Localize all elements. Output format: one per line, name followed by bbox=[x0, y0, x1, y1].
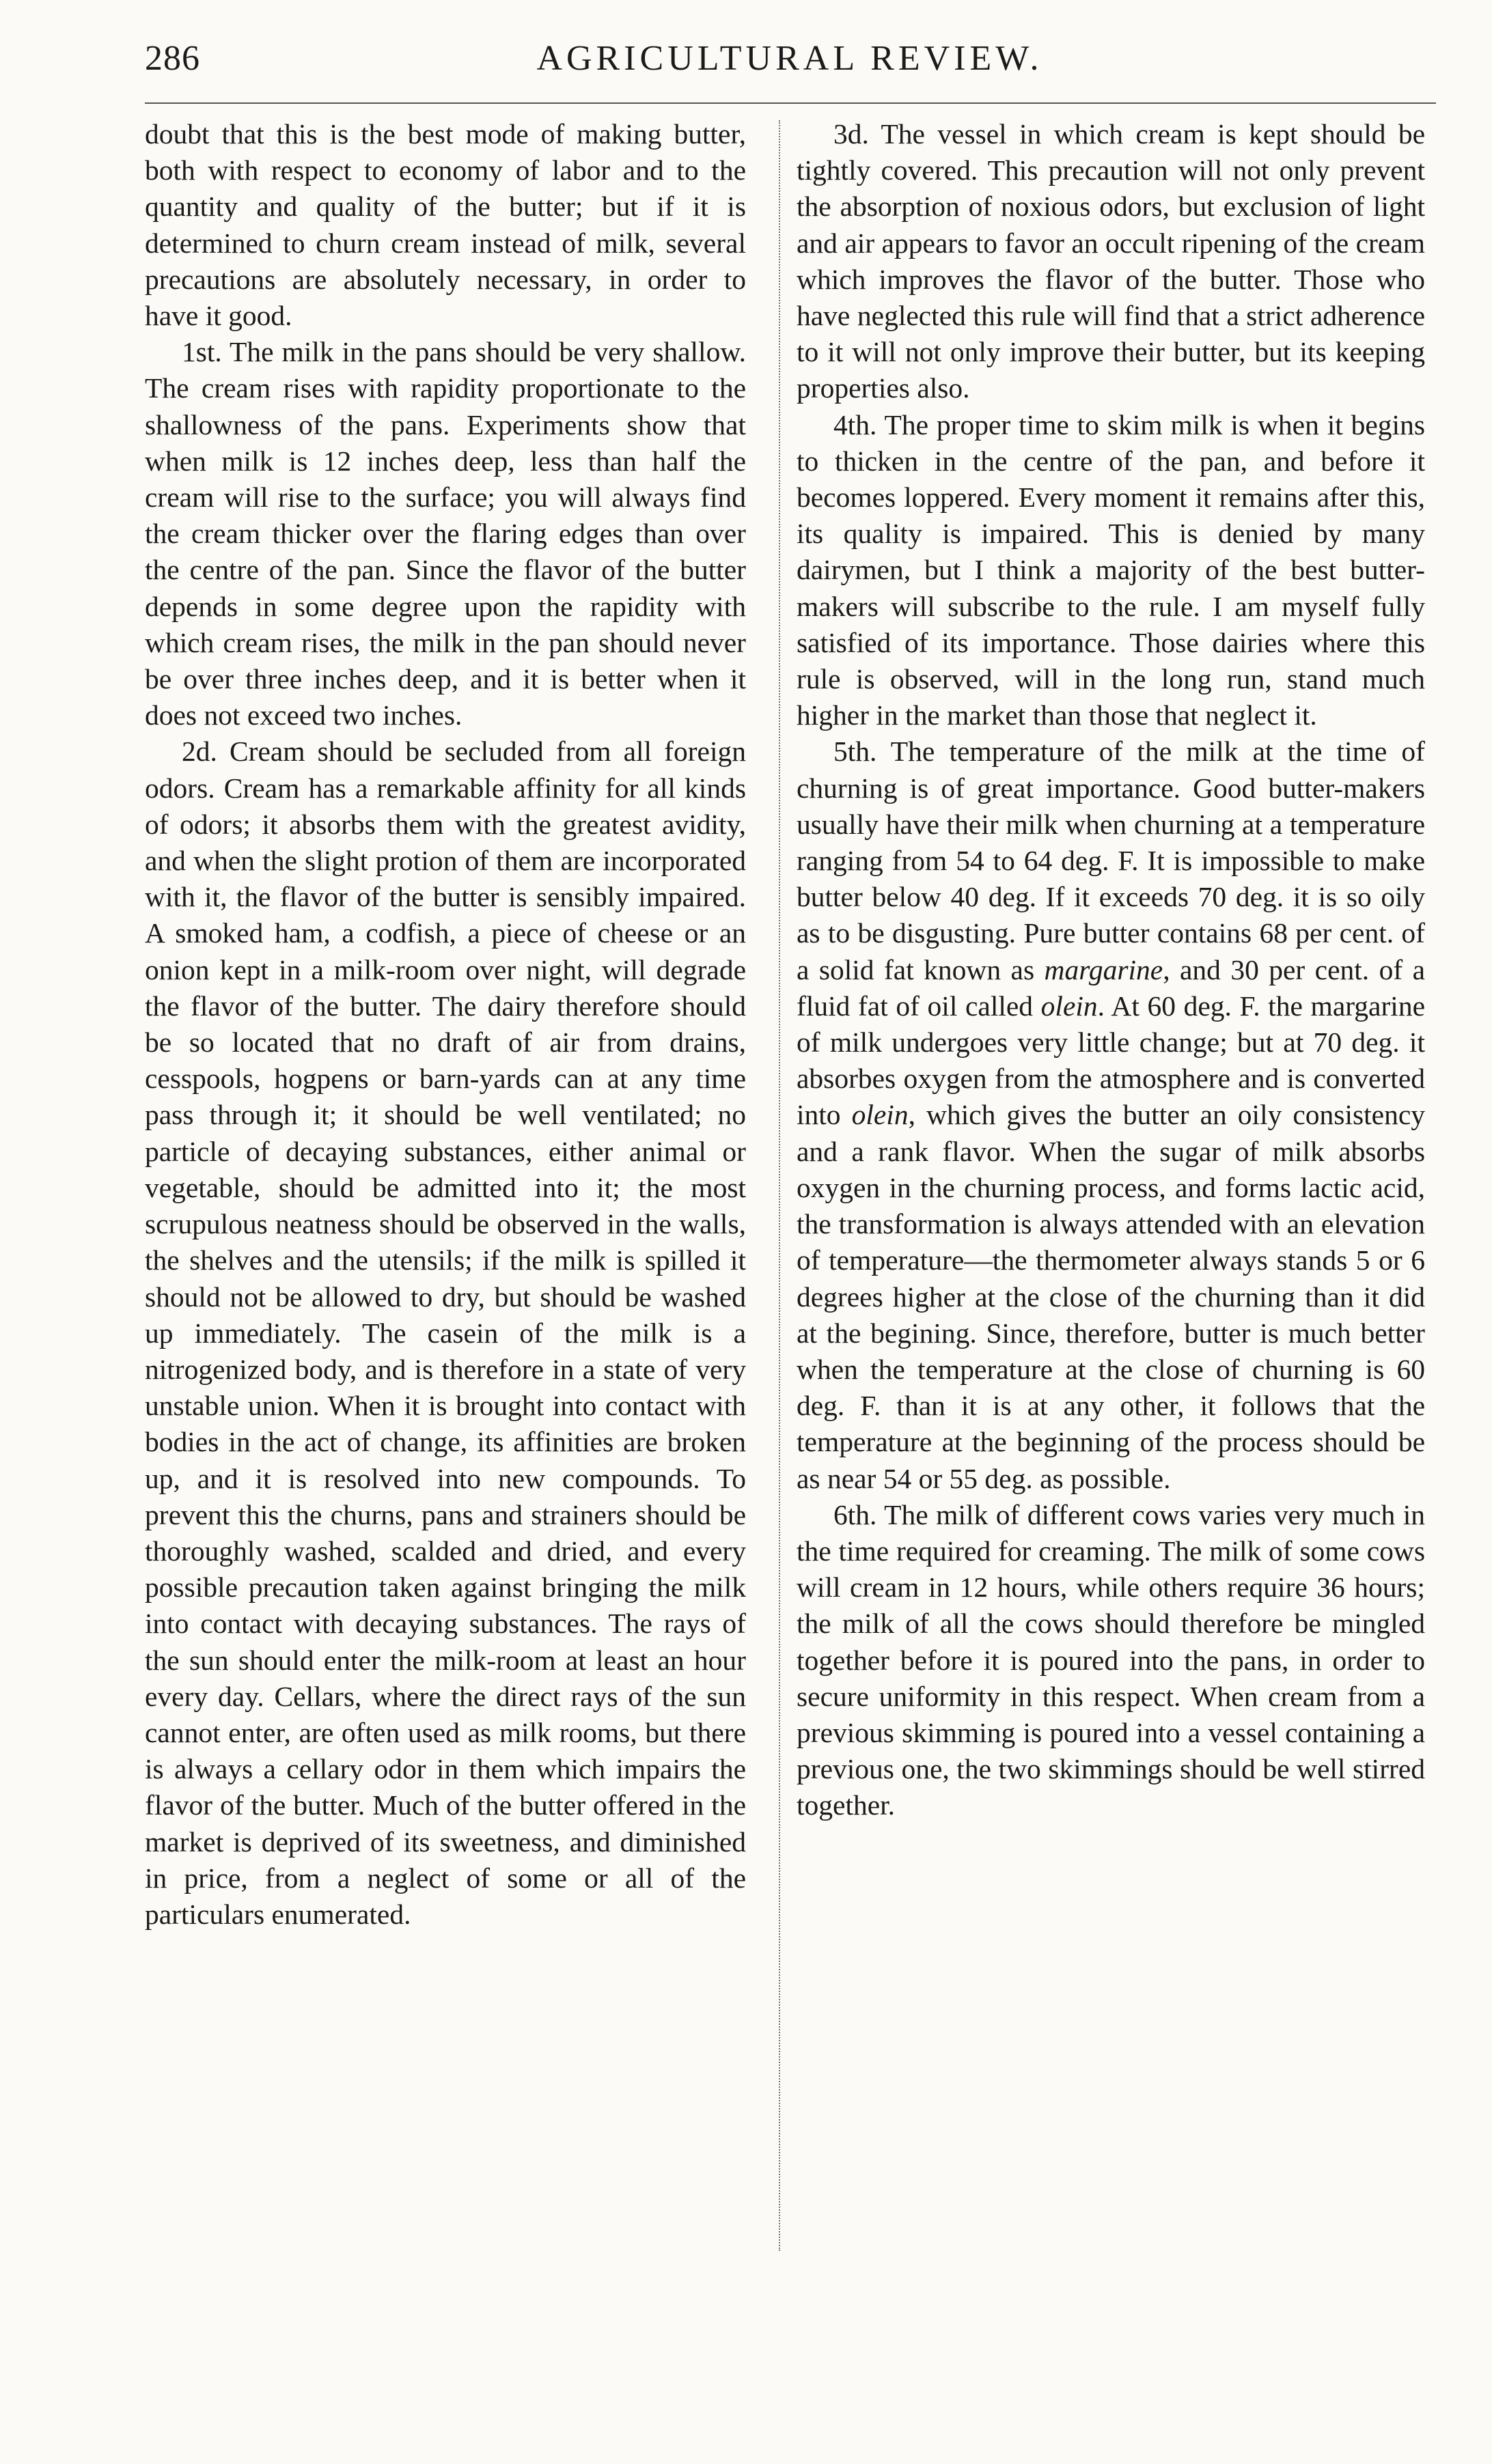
paragraph-sixth-rule: 6th. The milk of different cows varies very much in the time required for creaming. The milk of some cows will cream in 12 hours, while others require 36 hours; the milk of all the cows should therefore be mingled together before it is poured into the pans, in order to secure uniformity in this respect. When cream from a previous skimming is poured into a vessel containing a previous one, the two skimmings should be well stirred together. bbox=[797, 1498, 1425, 1821]
page-number: 286 bbox=[145, 39, 200, 78]
italic-term: olein bbox=[1040, 990, 1098, 1022]
paragraph-third-rule: 3d. The vessel in which cream is kept should be tightly covered. This precaution will not only prevent the absorption of noxious odors, but exclusion of light and air appears to favor an occult ripening of the cream which improves the flavor of the butter. Those who have neglected this rule will find that a strict adherence to it will not only improve their butter, but its keeping properties also. bbox=[797, 118, 1425, 404]
paragraph-fourth-rule: 4th. The proper time to skim milk is when it begins to thicken in the centre of the pan, and before it becomes loppered. Every moment it remains after this, its quality is impaired. This is denied by many dairymen, but I think a majority of the best butter-makers will subscribe to the rule. I am myself fully satisfied of its importance. Those dairies where this rule is observed, will in the long run, stand much higher in the market than those that neglect it. bbox=[797, 408, 1425, 731]
header-rule bbox=[145, 102, 1436, 104]
paragraph-first-rule: 1st. The milk in the pans should be very shallow. The cream rises with rapidity proportionate to the shallowness of the pans. Experiments show that when milk is 12 inches deep, less than half the cream will rise to the surface; you will always find the cream thicker over the flaring edges than over the centre of the pan. Since the flavor of the butter depends in some degree upon the rapidity with which cream rises, the milk in the pan should never be over three inches deep, and it is better when it does not exceed two inches. bbox=[145, 336, 746, 731]
italic-term: olein bbox=[851, 1099, 909, 1131]
right-column bbox=[797, 116, 1425, 1824]
left-column bbox=[145, 116, 746, 1933]
text-segment: , which gives the butter an oily consistency and a rank flavor. When the sugar of milk absorbs oxygen in the churning process, and forms lactic acid, the transformation is always attended with an elevation of temperature—the thermometer always stands 5 or 6 degrees higher at the close of the churning than it did at the begining. Since, therefore, butter is much better when the temperature at the close of churning is 60 deg. F. than it is at any other, it follows that the temperature at the beginning of the process should be as near 54 or 55 deg. as possible. bbox=[797, 1099, 1425, 1494]
running-title: AGRICULTURAL REVIEW. bbox=[536, 39, 1043, 78]
paragraph-fifth-rule bbox=[797, 733, 1425, 1496]
paragraph-second-rule: 2d. Cream should be secluded from all foreign odors. Cream has a remarkable affinity for all kinds of odors; it absorbs them with the greatest avidity, and when the slight protion of them are incorporated with it, the flavor of the butter is sensibly impaired. A smoked ham, a codfish, a piece of cheese or an onion kept in a milk-room over night, will degrade the flavor of the butter. The dairy therefore should be so located that no draft of air from drains, cesspools, hogpens or barn-yards can at any time pass through it; it should be well ventilated; no particle of decaying substances, either animal or vegetable, should be admitted into it; the most scrupulous neatness should be observed in the walls, the shelves and the utensils; if the milk is spilled it should not be allowed to dry, but should be washed up immediately. The casein of the milk is a nitrogenized body, and is therefore in a state of very unstable union. When it is brought into contact with bodies in the act of change, its affinities are broken up, and it is resolved into new compounds. To prevent this the churns, pans and strainers should be thoroughly washed, scalded and dried, and every possible precaution taken against bringing the milk into contact with decaying substances. The rays of the sun should enter the milk-room at least an hour every day. Cellars, where the direct rays of the sun cannot enter, are often used as milk rooms, but there is always a cellary odor in them which impairs the flavor of the butter. Much of the butter offered in the market is deprived of its sweetness, and diminished in price, from a neglect of some or all of the particulars enumerated. bbox=[145, 736, 746, 1930]
page-header bbox=[145, 38, 1435, 87]
text-segment: 5th. The temperature of the milk at the time of churning is of great importance. Good butter-makers usually have their milk when churning at a temperature ranging from 54 to 64 deg. F. It is impossible to make butter below 40 deg. If it exceeds 70 deg. it is so oily as to be disgusting. Pure butter contains 68 per cent. of a solid fat known as bbox=[797, 736, 1425, 985]
column-divider bbox=[779, 120, 780, 2251]
paragraph-intro-continuation: doubt that this is the best mode of making butter, both with respect to economy of labor and to the quantity and quality of the butter; but if it is determined to churn cream instead of milk, several precautions are absolutely necessary, in order to have it good. bbox=[145, 118, 746, 332]
text-segment: . At 60 deg. F. the margarine of milk undergoes very little change; but at 70 deg. it absorbes oxygen from the atmosphere and is converted into bbox=[797, 990, 1426, 1131]
text-segment: , and 30 per cent. of a fluid fat of oil called bbox=[797, 953, 1425, 1022]
italic-term: margarine bbox=[1044, 953, 1163, 985]
